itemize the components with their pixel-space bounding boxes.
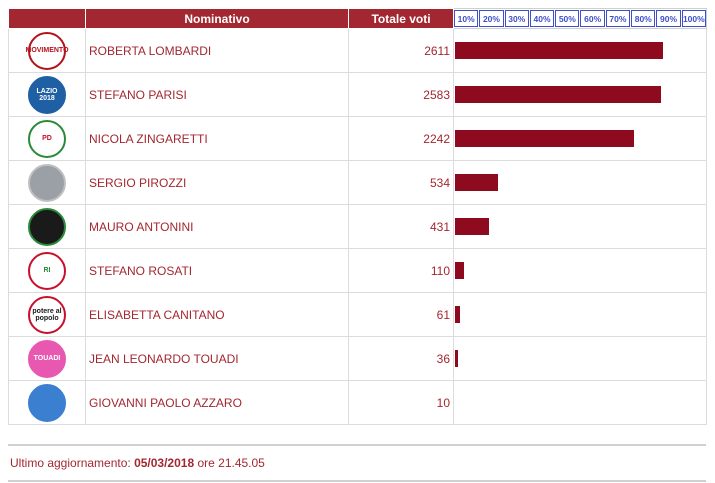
vote-bar-cell xyxy=(454,337,707,381)
scale-tick-7: 70% xyxy=(606,10,630,27)
vote-bar xyxy=(455,130,634,147)
scale-tick-2: 20% xyxy=(479,10,503,27)
partito-democratico-logo-icon: PD xyxy=(28,120,66,158)
last-update-text xyxy=(10,456,265,470)
candidate-votes: 2611 xyxy=(349,29,454,73)
potere-al-popolo-logo-icon: potere al popolo xyxy=(28,296,66,334)
risorgimento-logo-icon: RI xyxy=(28,252,66,290)
candidate-photo-icon xyxy=(28,164,66,202)
candidate-votes: 110 xyxy=(349,249,454,293)
candidate-votes: 36 xyxy=(349,337,454,381)
vote-bar xyxy=(455,262,464,279)
scale-tick-1: 10% xyxy=(454,10,478,27)
candidate-name: STEFANO ROSATI xyxy=(86,249,349,293)
percentage-scale-header xyxy=(454,9,707,29)
logo-cell xyxy=(9,117,86,161)
scale-tick-5: 50% xyxy=(555,10,579,27)
candidate-name: JEAN LEONARDO TOUADI xyxy=(86,337,349,381)
table-row xyxy=(9,161,707,205)
vote-bar xyxy=(455,218,489,235)
scale-tick-4: 40% xyxy=(530,10,554,27)
vote-bar xyxy=(455,42,663,59)
vote-bar-cell xyxy=(454,293,707,337)
vote-bar-cell xyxy=(454,117,707,161)
footer-divider-bottom xyxy=(8,480,706,482)
candidate-votes: 10 xyxy=(349,381,454,425)
candidate-name: SERGIO PIROZZI xyxy=(86,161,349,205)
candidate-name: NICOLA ZINGARETTI xyxy=(86,117,349,161)
scale-tick-6: 60% xyxy=(580,10,604,27)
table-row xyxy=(9,249,707,293)
vote-bar xyxy=(455,86,661,103)
last-update-date: 05/03/2018 xyxy=(134,456,195,470)
votes-column-header: Totale voti xyxy=(349,9,454,29)
vote-bar-cell xyxy=(454,161,707,205)
results-table xyxy=(8,8,707,425)
logo-cell xyxy=(9,293,86,337)
table-row xyxy=(9,293,707,337)
logo-cell xyxy=(9,337,86,381)
vote-bar-cell xyxy=(454,73,707,117)
percentage-scale xyxy=(454,10,706,27)
last-update-time-prefix: ore xyxy=(194,456,219,470)
candidate-name: MAURO ANTONINI xyxy=(86,205,349,249)
last-update-label: Ultimo aggiornamento: xyxy=(10,456,135,470)
candidate-votes: 431 xyxy=(349,205,454,249)
logo-cell xyxy=(9,29,86,73)
table-row xyxy=(9,337,707,381)
table-row xyxy=(9,73,707,117)
logo-cell xyxy=(9,249,86,293)
candidate-votes: 2242 xyxy=(349,117,454,161)
table-row xyxy=(9,381,707,425)
candidate-name: ROBERTA LOMBARDI xyxy=(86,29,349,73)
logo-cell xyxy=(9,73,86,117)
table-row xyxy=(9,117,707,161)
name-column-header: Nominativo xyxy=(86,9,349,29)
scale-tick-3: 30% xyxy=(505,10,529,27)
logo-column-header xyxy=(9,9,86,29)
logo-cell xyxy=(9,381,86,425)
vote-bar-cell xyxy=(454,249,707,293)
touadi-logo-icon: TOUADI xyxy=(28,340,66,378)
table-header-row xyxy=(9,9,707,29)
lazio-2018-logo-icon: LAZIO 2018 xyxy=(28,76,66,114)
vote-bar-cell xyxy=(454,29,707,73)
candidate-name: GIOVANNI PAOLO AZZARO xyxy=(86,381,349,425)
last-update-time: 21.45.05 xyxy=(218,456,265,470)
footer-divider-top xyxy=(8,444,706,446)
scale-tick-8: 80% xyxy=(631,10,655,27)
vote-bar-cell xyxy=(454,381,707,425)
democrazia-cristiana-logo-icon xyxy=(28,384,66,422)
vote-bar xyxy=(455,306,460,323)
logo-cell xyxy=(9,161,86,205)
table-row xyxy=(9,29,707,73)
vote-bar-cell xyxy=(454,205,707,249)
candidate-votes: 534 xyxy=(349,161,454,205)
candidate-votes: 2583 xyxy=(349,73,454,117)
table-row xyxy=(9,205,707,249)
logo-cell xyxy=(9,205,86,249)
movimento-5-stelle-logo-icon: MOVIMENTO xyxy=(28,32,66,70)
vote-bar xyxy=(455,394,456,411)
candidate-name: STEFANO PARISI xyxy=(86,73,349,117)
candidate-name: ELISABETTA CANITANO xyxy=(86,293,349,337)
casapound-logo-icon xyxy=(28,208,66,246)
vote-bar xyxy=(455,350,458,367)
scale-tick-10: 100% xyxy=(682,10,706,27)
scale-tick-9: 90% xyxy=(656,10,680,27)
vote-bar xyxy=(455,174,498,191)
candidate-votes: 61 xyxy=(349,293,454,337)
